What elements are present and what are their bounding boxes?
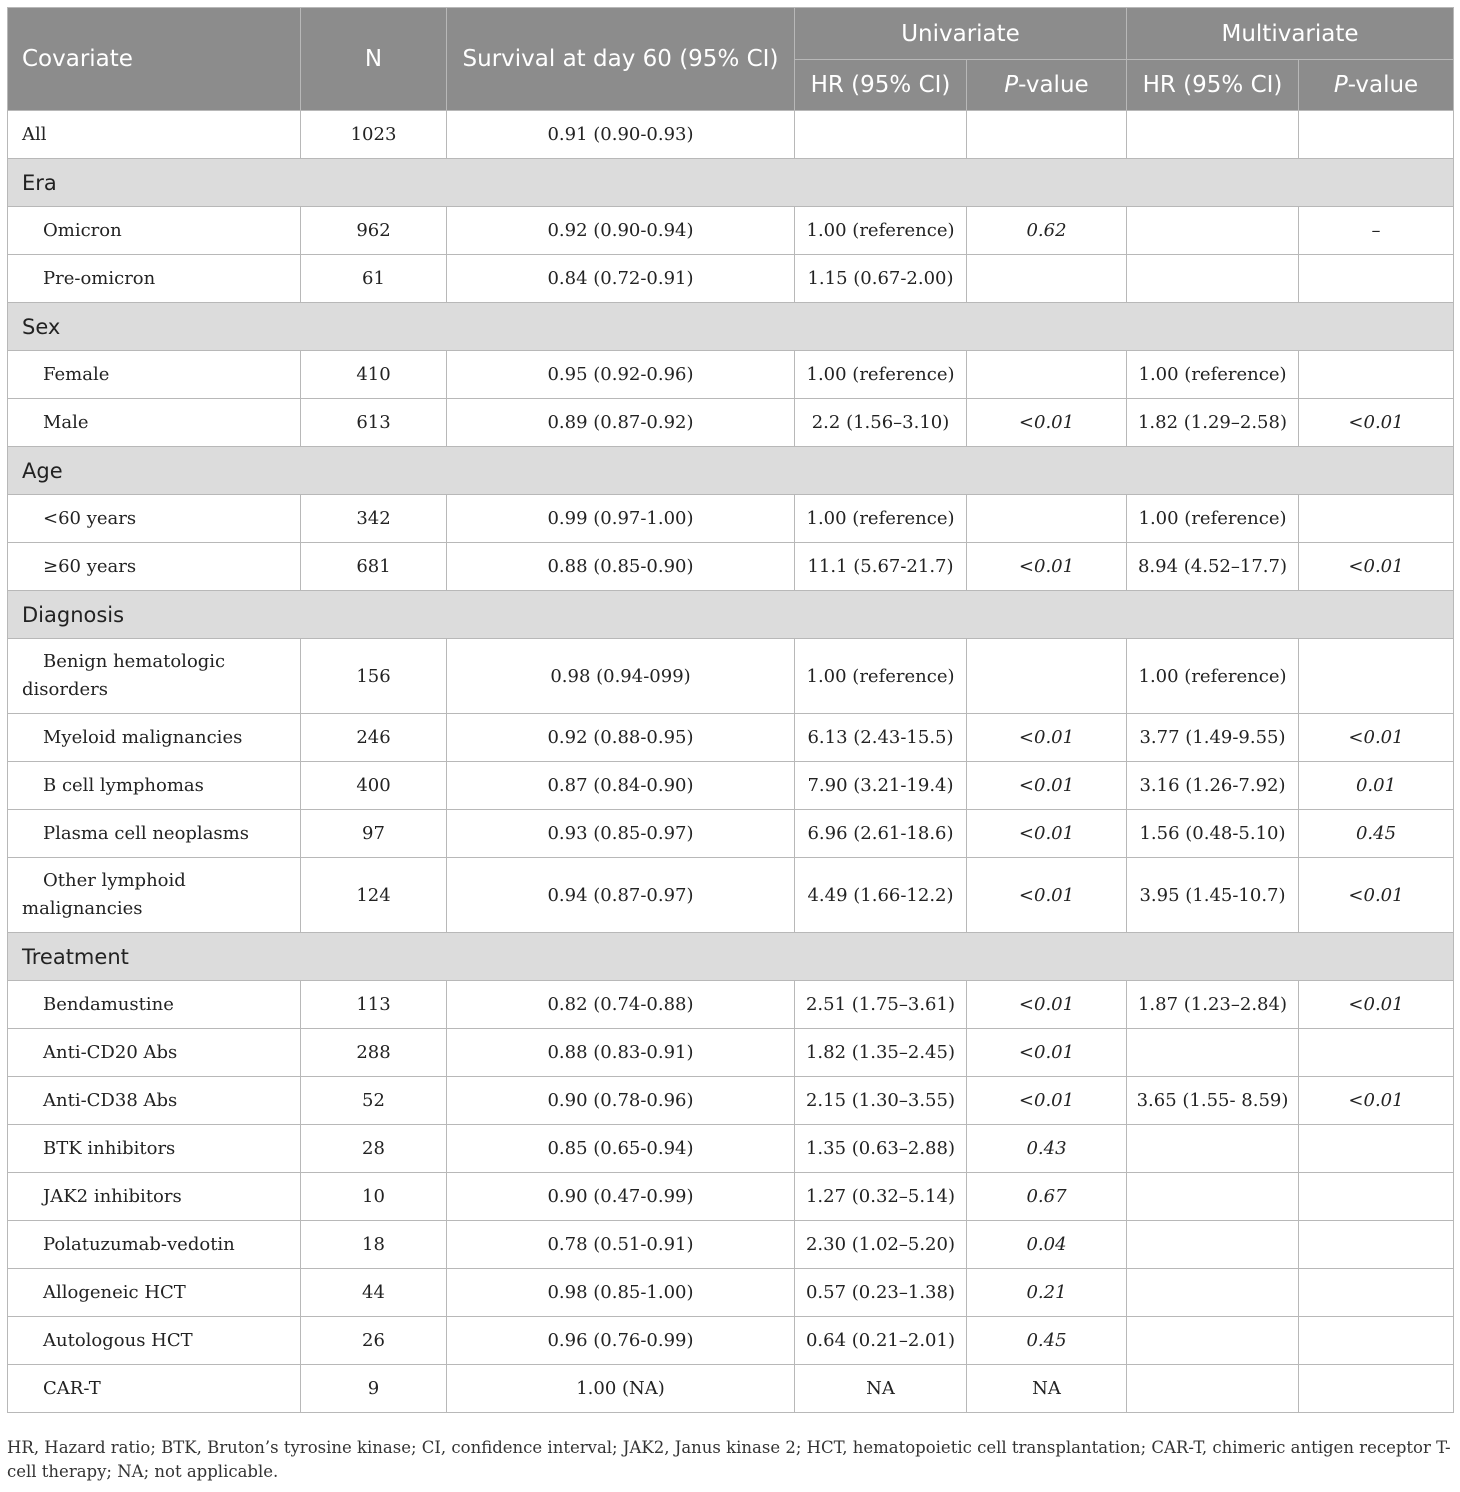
survival-cell: 0.90 (0.78-0.96) [447,1077,795,1125]
multivariate-p-cell [1299,1125,1454,1173]
survival-cell: 0.91 (0.90-0.93) [447,111,795,159]
univariate-hr-cell: 2.2 (1.56–3.10) [795,399,967,447]
univariate-p-cell: <0.01 [967,1029,1127,1077]
univariate-p-cell: <0.01 [967,1077,1127,1125]
multivariate-p-cell [1299,1365,1454,1413]
multivariate-p-cell: 0.45 [1299,810,1454,858]
table-row [8,1029,1454,1077]
header-p-rest: -value [1347,72,1419,98]
survival-cell: 0.78 (0.51-0.91) [447,1221,795,1269]
univariate-hr-cell: 7.90 (3.21-19.4) [795,762,967,810]
multivariate-hr-cell: 1.87 (1.23–2.84) [1127,981,1299,1029]
covariate-cell: Myeloid malignancies [8,714,301,762]
multivariate-p-cell: – [1299,207,1454,255]
univariate-hr-cell: 6.13 (2.43-15.5) [795,714,967,762]
univariate-hr-cell: NA [795,1365,967,1413]
univariate-hr-cell: 2.51 (1.75–3.61) [795,981,967,1029]
table-row [8,858,1454,933]
multivariate-hr-cell [1127,1269,1299,1317]
multivariate-hr-cell [1127,1365,1299,1413]
multivariate-hr-cell: 3.77 (1.49-9.55) [1127,714,1299,762]
survival-cell: 0.94 (0.87-0.97) [447,858,795,933]
multivariate-p-cell [1299,1317,1454,1365]
multivariate-p-cell: <0.01 [1299,858,1454,933]
survival-cell: 0.95 (0.92-0.96) [447,351,795,399]
covariate-cell: Anti-CD20 Abs [8,1029,301,1077]
covariate-cell: Plasma cell neoplasms [8,810,301,858]
n-cell: 10 [301,1173,447,1221]
section-row [8,447,1454,495]
multivariate-p-cell: 0.01 [1299,762,1454,810]
section-label: Era [8,159,1454,207]
table-row [8,495,1454,543]
univariate-p-cell: <0.01 [967,810,1127,858]
univariate-hr-cell: 1.00 (reference) [795,351,967,399]
covariate-cell: Bendamustine [8,981,301,1029]
multivariate-hr-cell: 1.00 (reference) [1127,495,1299,543]
n-cell: 410 [301,351,447,399]
multivariate-p-cell [1299,639,1454,714]
survival-cell: 0.89 (0.87-0.92) [447,399,795,447]
multivariate-hr-cell [1127,1125,1299,1173]
n-cell: 681 [301,543,447,591]
survival-cell: 0.98 (0.85-1.00) [447,1269,795,1317]
multivariate-p-cell [1299,495,1454,543]
univariate-p-cell: 0.62 [967,207,1127,255]
survival-cell: 0.92 (0.90-0.94) [447,207,795,255]
multivariate-hr-cell [1127,255,1299,303]
survival-cell: 0.99 (0.97-1.00) [447,495,795,543]
covariate-cell: Other lymphoid malignancies [8,858,301,933]
n-cell: 613 [301,399,447,447]
multivariate-p-cell [1299,1173,1454,1221]
n-cell: 28 [301,1125,447,1173]
section-row [8,303,1454,351]
univariate-hr-cell: 0.64 (0.21–2.01) [795,1317,967,1365]
univariate-p-cell: 0.43 [967,1125,1127,1173]
n-cell: 156 [301,639,447,714]
multivariate-p-cell: <0.01 [1299,714,1454,762]
univariate-p-cell [967,111,1127,159]
n-cell: 52 [301,1077,447,1125]
covariate-cell: JAK2 inhibitors [8,1173,301,1221]
survival-cell: 0.84 (0.72-0.91) [447,255,795,303]
univariate-hr-cell: 2.30 (1.02–5.20) [795,1221,967,1269]
multivariate-hr-cell: 8.94 (4.52–17.7) [1127,543,1299,591]
n-cell: 113 [301,981,447,1029]
univariate-p-cell: <0.01 [967,858,1127,933]
univariate-hr-cell: 1.82 (1.35–2.45) [795,1029,967,1077]
n-cell: 44 [301,1269,447,1317]
survival-cell: 0.85 (0.65-0.94) [447,1125,795,1173]
table-row [8,543,1454,591]
multivariate-p-cell [1299,1269,1454,1317]
covariate-cell: Male [8,399,301,447]
multivariate-hr-cell [1127,1173,1299,1221]
n-cell: 124 [301,858,447,933]
n-cell: 1023 [301,111,447,159]
n-cell: 962 [301,207,447,255]
univariate-p-cell [967,255,1127,303]
header-survival: Survival at day 60 (95% CI) [447,8,795,111]
univariate-p-cell: <0.01 [967,762,1127,810]
univariate-p-cell: <0.01 [967,543,1127,591]
section-label: Age [8,447,1454,495]
table-row [8,639,1454,714]
univariate-p-cell: <0.01 [967,399,1127,447]
survival-cell: 0.92 (0.88-0.95) [447,714,795,762]
univariate-p-cell: <0.01 [967,714,1127,762]
covariate-cell: Pre-omicron [8,255,301,303]
univariate-hr-cell: 1.00 (reference) [795,495,967,543]
univariate-p-cell [967,639,1127,714]
n-cell: 246 [301,714,447,762]
table-body [8,111,1454,1413]
multivariate-p-cell: <0.01 [1299,981,1454,1029]
covariate-cell: <60 years [8,495,301,543]
multivariate-hr-cell: 3.65 (1.55- 8.59) [1127,1077,1299,1125]
multivariate-hr-cell: 3.16 (1.26-7.92) [1127,762,1299,810]
univariate-hr-cell: 2.15 (1.30–3.55) [795,1077,967,1125]
table-row [8,1365,1454,1413]
header-covariate: Covariate [8,8,301,111]
covariate-table [7,7,1454,1413]
table-row [8,762,1454,810]
multivariate-hr-cell [1127,111,1299,159]
univariate-p-cell: 0.45 [967,1317,1127,1365]
section-row [8,591,1454,639]
survival-cell: 0.88 (0.85-0.90) [447,543,795,591]
univariate-p-cell: 0.04 [967,1221,1127,1269]
univariate-hr-cell [795,111,967,159]
survival-cell: 0.88 (0.83-0.91) [447,1029,795,1077]
table-row [8,255,1454,303]
section-row [8,933,1454,981]
n-cell: 18 [301,1221,447,1269]
covariate-cell: All [8,111,301,159]
covariate-cell: Omicron [8,207,301,255]
header-p-rest: -value [1018,72,1089,98]
univariate-hr-cell: 1.00 (reference) [795,207,967,255]
multivariate-hr-cell: 1.82 (1.29–2.58) [1127,399,1299,447]
multivariate-p-cell: <0.01 [1299,1077,1454,1125]
table-footnote: HR, Hazard ratio; BTK, Bruton’s tyrosine kinase; CI, confidence interval; JAK2, Janus kinase 2; HCT, hematopoietic cell transplantation; CAR-T, chimeric antigen receptor T-cell therapy; NA; not applicable. [7,1438,1451,1481]
univariate-p-cell [967,495,1127,543]
univariate-hr-cell: 1.35 (0.63–2.88) [795,1125,967,1173]
covariate-cell: CAR-T [8,1365,301,1413]
multivariate-hr-cell [1127,1221,1299,1269]
survival-cell: 0.82 (0.74-0.88) [447,981,795,1029]
multivariate-p-cell [1299,351,1454,399]
multivariate-p-cell [1299,1029,1454,1077]
table-row [8,207,1454,255]
section-label: Sex [8,303,1454,351]
n-cell: 97 [301,810,447,858]
multivariate-hr-cell: 3.95 (1.45-10.7) [1127,858,1299,933]
univariate-p-cell [967,351,1127,399]
survival-cell: 0.96 (0.76-0.99) [447,1317,795,1365]
univariate-hr-cell: 11.1 (5.67-21.7) [795,543,967,591]
section-label: Diagnosis [8,591,1454,639]
univariate-hr-cell: 1.15 (0.67-2.00) [795,255,967,303]
multivariate-hr-cell [1127,1317,1299,1365]
n-cell: 400 [301,762,447,810]
covariate-cell: B cell lymphomas [8,762,301,810]
table-row [8,351,1454,399]
n-cell: 9 [301,1365,447,1413]
univariate-hr-cell: 0.57 (0.23–1.38) [795,1269,967,1317]
covariate-cell: Polatuzumab-vedotin [8,1221,301,1269]
survival-cell: 0.93 (0.85-0.97) [447,810,795,858]
n-cell: 342 [301,495,447,543]
covariate-cell: ≥60 years [8,543,301,591]
covariate-cell: Anti-CD38 Abs [8,1077,301,1125]
univariate-p-cell: <0.01 [967,981,1127,1029]
multivariate-hr-cell [1127,1029,1299,1077]
header-p-italic: P [1333,72,1348,98]
n-cell: 26 [301,1317,447,1365]
header-univariate-p [967,60,1127,111]
covariate-cell: Autologous HCT [8,1317,301,1365]
covariate-cell: Female [8,351,301,399]
covariate-cell: Allogeneic HCT [8,1269,301,1317]
table-row [8,1269,1454,1317]
multivariate-p-cell: <0.01 [1299,543,1454,591]
section-row [8,159,1454,207]
covariate-cell: BTK inhibitors [8,1125,301,1173]
header-univariate-hr: HR (95% CI) [795,60,967,111]
header-multivariate: Multivariate [1127,8,1454,60]
header-multivariate-p [1299,60,1454,111]
survival-cell: 1.00 (NA) [447,1365,795,1413]
multivariate-p-cell [1299,111,1454,159]
multivariate-p-cell: <0.01 [1299,399,1454,447]
multivariate-hr-cell: 1.00 (reference) [1127,351,1299,399]
univariate-hr-cell: 1.27 (0.32–5.14) [795,1173,967,1221]
multivariate-hr-cell: 1.00 (reference) [1127,639,1299,714]
table-row [8,981,1454,1029]
table-row [8,714,1454,762]
survival-cell: 0.87 (0.84-0.90) [447,762,795,810]
multivariate-hr-cell: 1.56 (0.48-5.10) [1127,810,1299,858]
univariate-p-cell: 0.21 [967,1269,1127,1317]
n-cell: 288 [301,1029,447,1077]
header-p-italic: P [1004,72,1019,98]
table-row [8,399,1454,447]
multivariate-p-cell [1299,255,1454,303]
n-cell: 61 [301,255,447,303]
table-row [8,111,1454,159]
univariate-hr-cell: 4.49 (1.66-12.2) [795,858,967,933]
table-row [8,1221,1454,1269]
section-label: Treatment [8,933,1454,981]
table-row [8,1125,1454,1173]
univariate-hr-cell: 1.00 (reference) [795,639,967,714]
survival-cell: 0.98 (0.94-099) [447,639,795,714]
survival-cell: 0.90 (0.47-0.99) [447,1173,795,1221]
table-row [8,1317,1454,1365]
header-multivariate-hr: HR (95% CI) [1127,60,1299,111]
univariate-hr-cell: 6.96 (2.61-18.6) [795,810,967,858]
multivariate-hr-cell [1127,207,1299,255]
table-row [8,1173,1454,1221]
table-row [8,1077,1454,1125]
header-n: N [301,8,447,111]
univariate-p-cell: NA [967,1365,1127,1413]
covariate-cell: Benign hematologic disorders [8,639,301,714]
multivariate-p-cell [1299,1221,1454,1269]
univariate-p-cell: 0.67 [967,1173,1127,1221]
header-univariate: Univariate [795,8,1127,60]
table-row [8,810,1454,858]
